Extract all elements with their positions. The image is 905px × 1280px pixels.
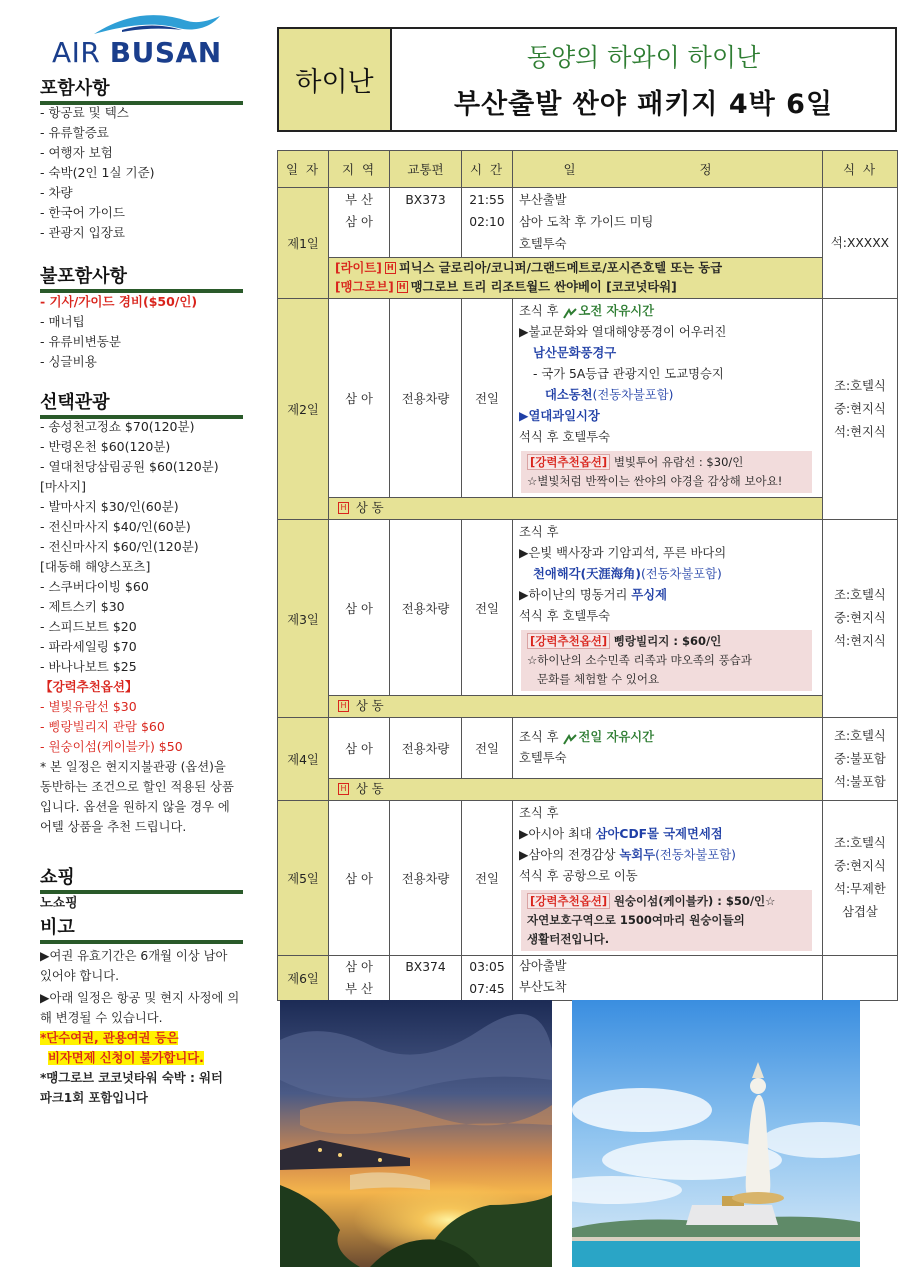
list-item: - 반령온천 $60(120분) xyxy=(40,439,171,454)
region-cell: 삼 아 xyxy=(329,299,390,498)
hotel-icon: H xyxy=(338,700,349,712)
list-item: - 싱글비용 xyxy=(40,354,97,369)
logo-text: AIR BUSAN xyxy=(52,36,222,69)
included-title: 포함사항 xyxy=(40,78,243,105)
table-row xyxy=(278,188,898,258)
region-cell: 삼 아 xyxy=(329,520,390,696)
hotel-icon: H xyxy=(397,281,408,293)
list-item: - 열대천당삼림공원 $60(120분) xyxy=(40,459,219,474)
subtitle: 동양의 하와이 하이난 xyxy=(526,43,761,72)
hotel-row xyxy=(278,779,898,801)
col-time: 시 간 xyxy=(462,151,513,188)
table-row xyxy=(278,718,898,779)
meal-cell xyxy=(823,956,898,1001)
list-item: - 파라세일링 $70 xyxy=(40,639,137,654)
recommended-label: 【강력추천옵션】 xyxy=(40,679,138,694)
list-item: - 전신마사지 $60/인(120분) xyxy=(40,539,199,554)
region-cell: 삼 아 부 산 xyxy=(329,956,390,1001)
region-cell: 부 산 삼 아 xyxy=(329,188,390,258)
time-cell: 03:05 07:45 xyxy=(462,956,513,1001)
day-cell: 제6일 xyxy=(278,956,329,1001)
flight-cell: BX373 xyxy=(390,188,462,258)
passport-note: ▶여권 유효기간은 6개월 이상 남아 있어야 합니다. xyxy=(40,949,228,983)
list-item: - 스피드보트 $20 xyxy=(40,619,137,634)
meal-cell: 석:XXXXX xyxy=(823,188,898,299)
list-item: - 차량 xyxy=(40,185,73,200)
list-item: - 송성천고정쇼 $70(120분) xyxy=(40,419,195,434)
time-cell: 전일 xyxy=(462,718,513,779)
title-header xyxy=(277,27,897,132)
transport-cell: 전용차량 xyxy=(390,718,462,779)
time-cell: 전일 xyxy=(462,520,513,696)
hotel-icon: H xyxy=(338,783,349,795)
table-header-row xyxy=(278,151,898,188)
list-item: - 여행자 보험 xyxy=(40,145,113,160)
hotel-row xyxy=(278,498,898,520)
recommended-option-box: [강력추천옵션] 원숭이섬(케이블카) : $50/인☆ 자연보호구역으로 1500여마리 원숭이들의 생활터전입니다. xyxy=(521,890,812,951)
recommended-item: - 원숭이섬(케이블카) $50 xyxy=(40,739,183,754)
recommended-item: - 별빛유람선 $30 xyxy=(40,699,137,714)
transport-cell: 전용차량 xyxy=(390,299,462,498)
free-time-icon xyxy=(563,305,577,316)
region-cell: 삼 아 xyxy=(329,718,390,779)
schedule-cell: 부산출발 삼아 도착 후 가이드 미팅 호텔투숙 xyxy=(513,188,823,258)
list-item: - 스쿠버다이빙 $60 xyxy=(40,579,149,594)
recommended-option-box: [강력추천옵션] 별빛투어 유람선 : $30/인 ☆별빛처럼 반짝이는 싼야의 야경을 감상해 보아요! xyxy=(521,451,812,493)
hotel-row xyxy=(278,696,898,718)
list-item: - 전신마사지 $40/인(60분) xyxy=(40,519,191,534)
visa-note: *단수여권, 관용여권 등은 비자면제 신청이 불가합니다. xyxy=(40,1031,204,1065)
hotel-cell: H 상 동 xyxy=(329,498,823,520)
list-item: - 발마사지 $30/인(60분) xyxy=(40,499,179,514)
list-item: - 매너팁 xyxy=(40,314,85,329)
bird-logo-icon xyxy=(92,12,222,38)
time-cell: 21:55 02:10 xyxy=(462,188,513,258)
col-region: 지 역 xyxy=(329,151,390,188)
schedule-cell: 삼아출발 부산도착 xyxy=(513,956,823,1001)
air-busan-logo xyxy=(52,12,222,72)
meal-cell: 조:호텔식 중:현지식 석:무제한 삼겹살 xyxy=(823,801,898,956)
flight-cell: BX374 xyxy=(390,956,462,1001)
day-cell: 제4일 xyxy=(278,718,329,801)
hotel-cell: H 상 동 xyxy=(329,779,823,801)
recommended-item: - 삥랑빌리지 관람 $60 xyxy=(40,719,165,734)
transport-cell: 전용차량 xyxy=(390,520,462,696)
shopping-title: 쇼핑 xyxy=(40,867,243,894)
excluded-list xyxy=(40,292,243,372)
table-row xyxy=(278,520,898,696)
sunset-coast-photo xyxy=(280,1000,552,1267)
itinerary-table xyxy=(277,150,898,1001)
day-cell: 제1일 xyxy=(278,188,329,299)
transport-cell: 전용차량 xyxy=(390,801,462,956)
schedule-cell: 조식 후 전일 자유시간 호텔투숙 xyxy=(513,718,823,779)
table-row xyxy=(278,299,898,498)
schedule-cell: 조식 후 오전 자유시간 ▶불교문화와 열대해양풍경이 어우러진 남산문화풍경구 - 국가 5A등급 관광지인 도교명승지 대소동천(전동차불포함) ▶열대과일시장 석식 후 호텔투숙 [강력추천옵션] 별빛투어 유람선 : $30/인 ☆별빛처럼 반짝이는 싼야의 야경을 감상해 보아요! xyxy=(513,299,823,498)
hotel-row xyxy=(278,258,898,299)
list-item: - 숙박(2인 1실 기준) xyxy=(40,165,155,180)
package-title: 부산출발 싼야 패키지 4박 6일 xyxy=(453,89,834,120)
shopping-value: 노쇼핑 xyxy=(40,896,78,911)
destination-label: 하이난 xyxy=(279,29,392,130)
time-cell: 전일 xyxy=(462,801,513,956)
excluded-title: 불포함사항 xyxy=(40,266,243,293)
col-meal: 식 사 xyxy=(823,151,898,188)
optional-tours-list xyxy=(40,417,243,757)
included-list xyxy=(40,103,243,243)
table-row xyxy=(278,956,898,1001)
optional-tours-title: 선택관광 xyxy=(40,392,243,419)
col-schedule: 일 정 xyxy=(513,151,823,188)
list-item: - 유류비변동분 xyxy=(40,334,121,349)
list-item: [대동해 해양스포츠] xyxy=(40,559,151,574)
meal-cell: 조:호텔식 중:불포함 석:불포함 xyxy=(823,718,898,801)
list-item: - 제트스키 $30 xyxy=(40,599,125,614)
remarks-title: 비고 xyxy=(40,917,243,944)
list-item: - 유류할증료 xyxy=(40,125,109,140)
list-item: - 관광지 입장료 xyxy=(40,225,125,240)
time-cell: 전일 xyxy=(462,299,513,498)
guide-fee-item: - 기사/가이드 경비($50/인) xyxy=(40,294,198,309)
schedule-change-note: ▶아래 일정은 항공 및 현지 사정에 의해 변경될 수 있습니다. xyxy=(40,991,240,1025)
col-day: 일 자 xyxy=(278,151,329,188)
free-time-icon xyxy=(563,731,577,742)
hotel-icon: H xyxy=(385,262,396,274)
col-transport: 교통편 xyxy=(390,151,462,188)
guanyin-statue-photo xyxy=(572,1000,860,1267)
meal-cell: 조:호텔식 중:현지식 석:현지식 xyxy=(823,299,898,520)
list-item: - 바나나보트 $25 xyxy=(40,659,137,674)
table-row xyxy=(278,801,898,956)
hotel-cell: H 상 동 xyxy=(329,696,823,718)
schedule-cell: 조식 후 ▶아시아 최대 삼아CDF몰 국제면세점 ▶삼아의 전경감상 녹회두(전동차불포함) 석식 후 공항으로 이동 [강력추천옵션] 원숭이섬(케이블카) : $50/인☆ 자연보호구역으로 1500여마리 원숭이들의 생활터전입니다. xyxy=(513,801,823,956)
region-cell: 삼 아 xyxy=(329,801,390,956)
day-cell: 제2일 xyxy=(278,299,329,520)
mangrove-note: *맹그로브 코코넛타워 숙박 : 워터파크1회 포함입니다 xyxy=(40,1071,223,1105)
day-cell: 제5일 xyxy=(278,801,329,956)
meal-cell: 조:호텔식 중:현지식 석:현지식 xyxy=(823,520,898,718)
optional-note: * 본 일정은 현지지불관광 (옵션)을 동반하는 조건으로 할인 적용된 상품입니다. 옵션을 원하지 않을 경우 에어텔 상품을 추천 드립니다. xyxy=(40,760,234,834)
recommended-option-box: [강력추천옵션] 삥랑빌리지 : $60/인 ☆하이난의 소수민족 리족과 먀오족의 풍습과 문화를 체험할 수 있어요 xyxy=(521,630,812,691)
day-cell: 제3일 xyxy=(278,520,329,718)
schedule-cell: 조식 후 ▶은빛 백사장과 기암괴석, 푸른 바다의 천애해각(天涯海角)(전동차불포함) ▶하이난의 명동거리 푸싱제 석식 후 호텔투숙 [강력추천옵션] 삥랑빌리지 : $60/인 ☆하이난의 소수민족 리족과 먀오족의 풍습과 문화를 체험할 수 있어요 xyxy=(513,520,823,696)
hotel-cell: [라이트] H 피닉스 글로리아/코니퍼/그랜드메트로/포시즌호텔 또는 동급 [맹그로브] H 맹그로브 트리 리조트월드 싼야베이 [코코넛타워] xyxy=(329,258,823,299)
list-item: [마사지] xyxy=(40,479,86,494)
list-item: - 한국어 가이드 xyxy=(40,205,125,220)
list-item: - 항공료 및 텍스 xyxy=(40,105,129,120)
hotel-icon: H xyxy=(338,502,349,514)
